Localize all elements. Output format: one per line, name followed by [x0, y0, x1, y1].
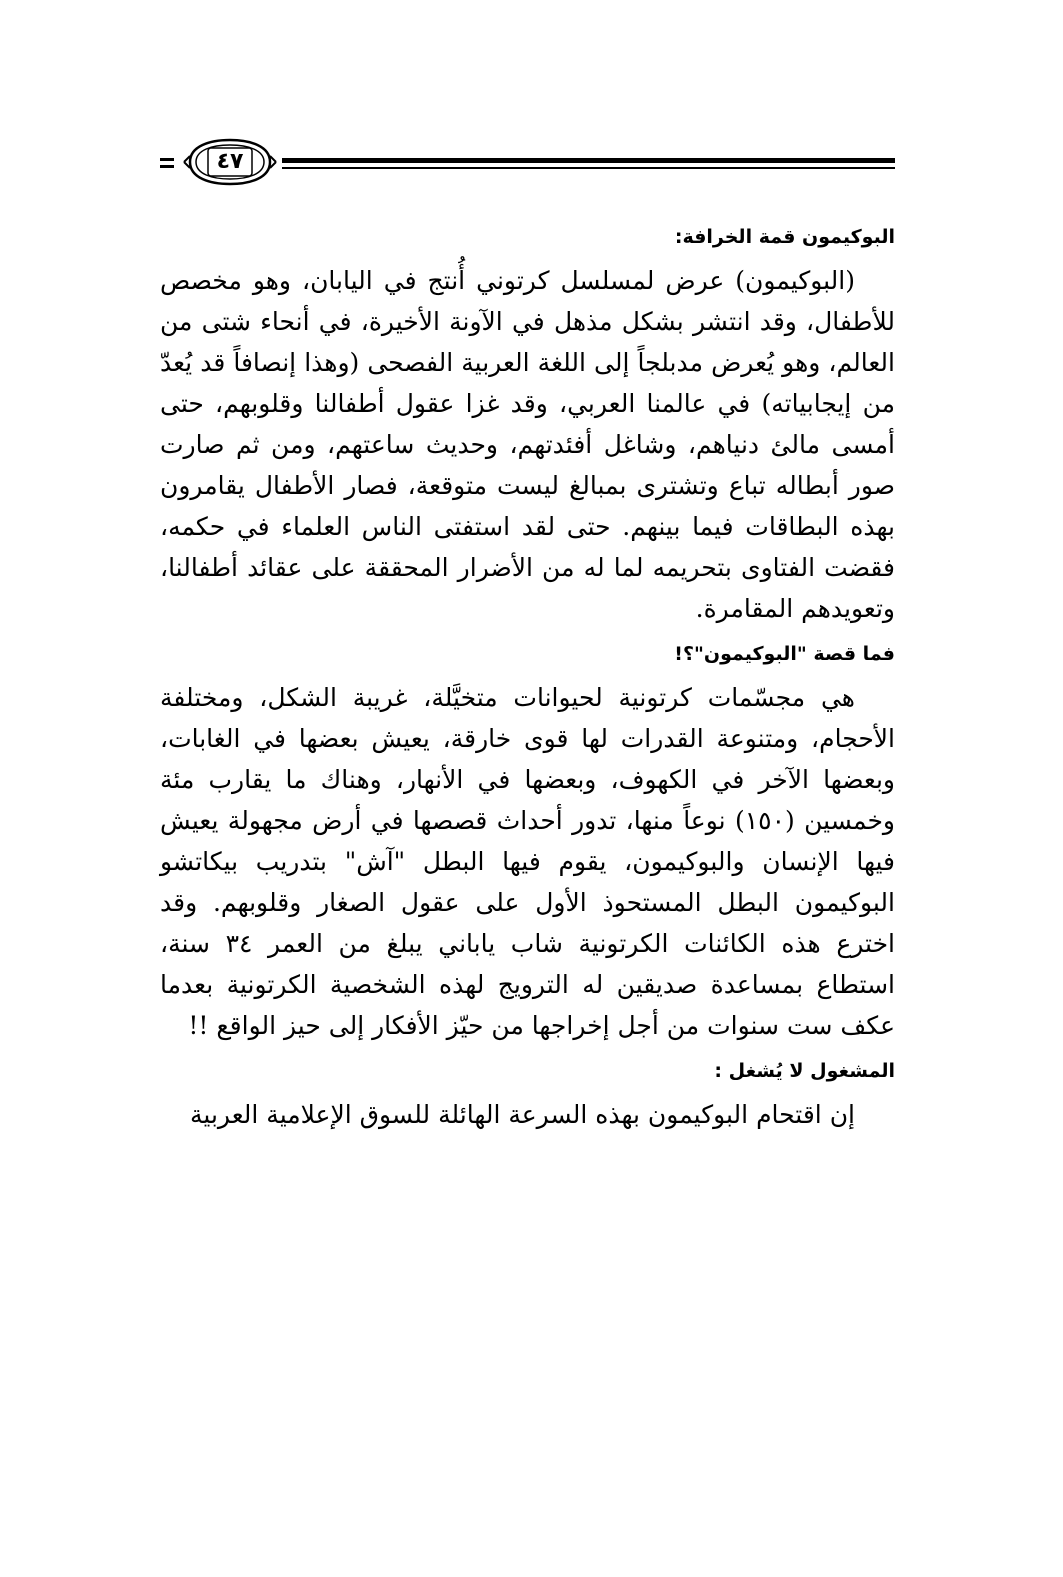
page-body [160, 222, 895, 1145]
page-header [160, 130, 895, 186]
header-rule-thick [282, 158, 895, 163]
section-paragraph-pokemon-myth: (البوكيمون) عرض لمسلسل كرتوني أُنتج في اليابان، وهو مخصص للأطفال، وقد انتشر بشكل مذهل في الآونة الأخيرة، في أنحاء شتى من العالم، وهو يُعرض مدبلجاً إلى اللغة العربية الفصحى (وهذا إنصافاً قد يُعدّ من إيجابياته) في عالمنا العربي، وقد غزا عقول أطفالنا وقلوبهم، حتى أمسى مالئ دنياهم، وشاغل أفئدتهم، وحديث ساعتهم، ومن ثم صارت صور أبطاله تباع وتشترى بمبالغ ليست متوقعة، فصار الأطفال يقامرون بهذه البطاقات فيما بينهم. حتى لقد استفتى الناس العلماء في حكمه، فقضت الفتاوى بتحريمه لما له من الأضرار المحققة على عقائد أطفالنا، وتعويدهم المقامرة. [160, 266, 895, 623]
header-rule-left [160, 158, 174, 161]
section-paragraph-busy-not-distracted: إن اقتحام البوكيمون بهذه السرعة الهائلة للسوق الإعلامية العربية [190, 1100, 855, 1129]
section-heading-pokemon-myth: البوكيمون قمة الخرافة: [674, 226, 895, 248]
page-number: ٤٧ [216, 149, 244, 174]
section-heading-busy-not-distracted: المشغول لا يُشغل : [714, 1060, 895, 1082]
section-heading-pokemon-story: فما قصة "البوكيمون"؟! [674, 643, 895, 665]
section-paragraph-pokemon-story: هي مجسّمات كرتونية لحيوانات متخيَّلة، غريبة الشكل، ومختلفة الأحجام، ومتنوعة القدرات لها قوى خارقة، يعيش بعضها في الغابات، وبعضها الآخر في الكهوف، وبعضها في الأنهار، وهناك ما يقارب مئة وخمسين (١٥٠) نوعاً منها، تدور أحداث قصصها في أرض مجهولة يعيش فيها الإنسان والبوكيمون، يقوم فيها البطل "آش" بتدريب بيكاتشو البوكيمون البطل المستحوذ الأول على عقول الصغار وقلوبهم. وقد اخترع هذه الكائنات الكرتونية شاب ياباني يبلغ من العمر ٣٤ سنة، استطاع بمساعدة صديقين له الترويج لهذه الشخصية الكرتونية بعدما عكف ست سنوات من أجل إخراجها من حيّز الأفكار إلى حيز الواقع !! [160, 683, 895, 1040]
header-rule-left-lower [160, 165, 174, 168]
header-rule-thin [282, 167, 895, 169]
